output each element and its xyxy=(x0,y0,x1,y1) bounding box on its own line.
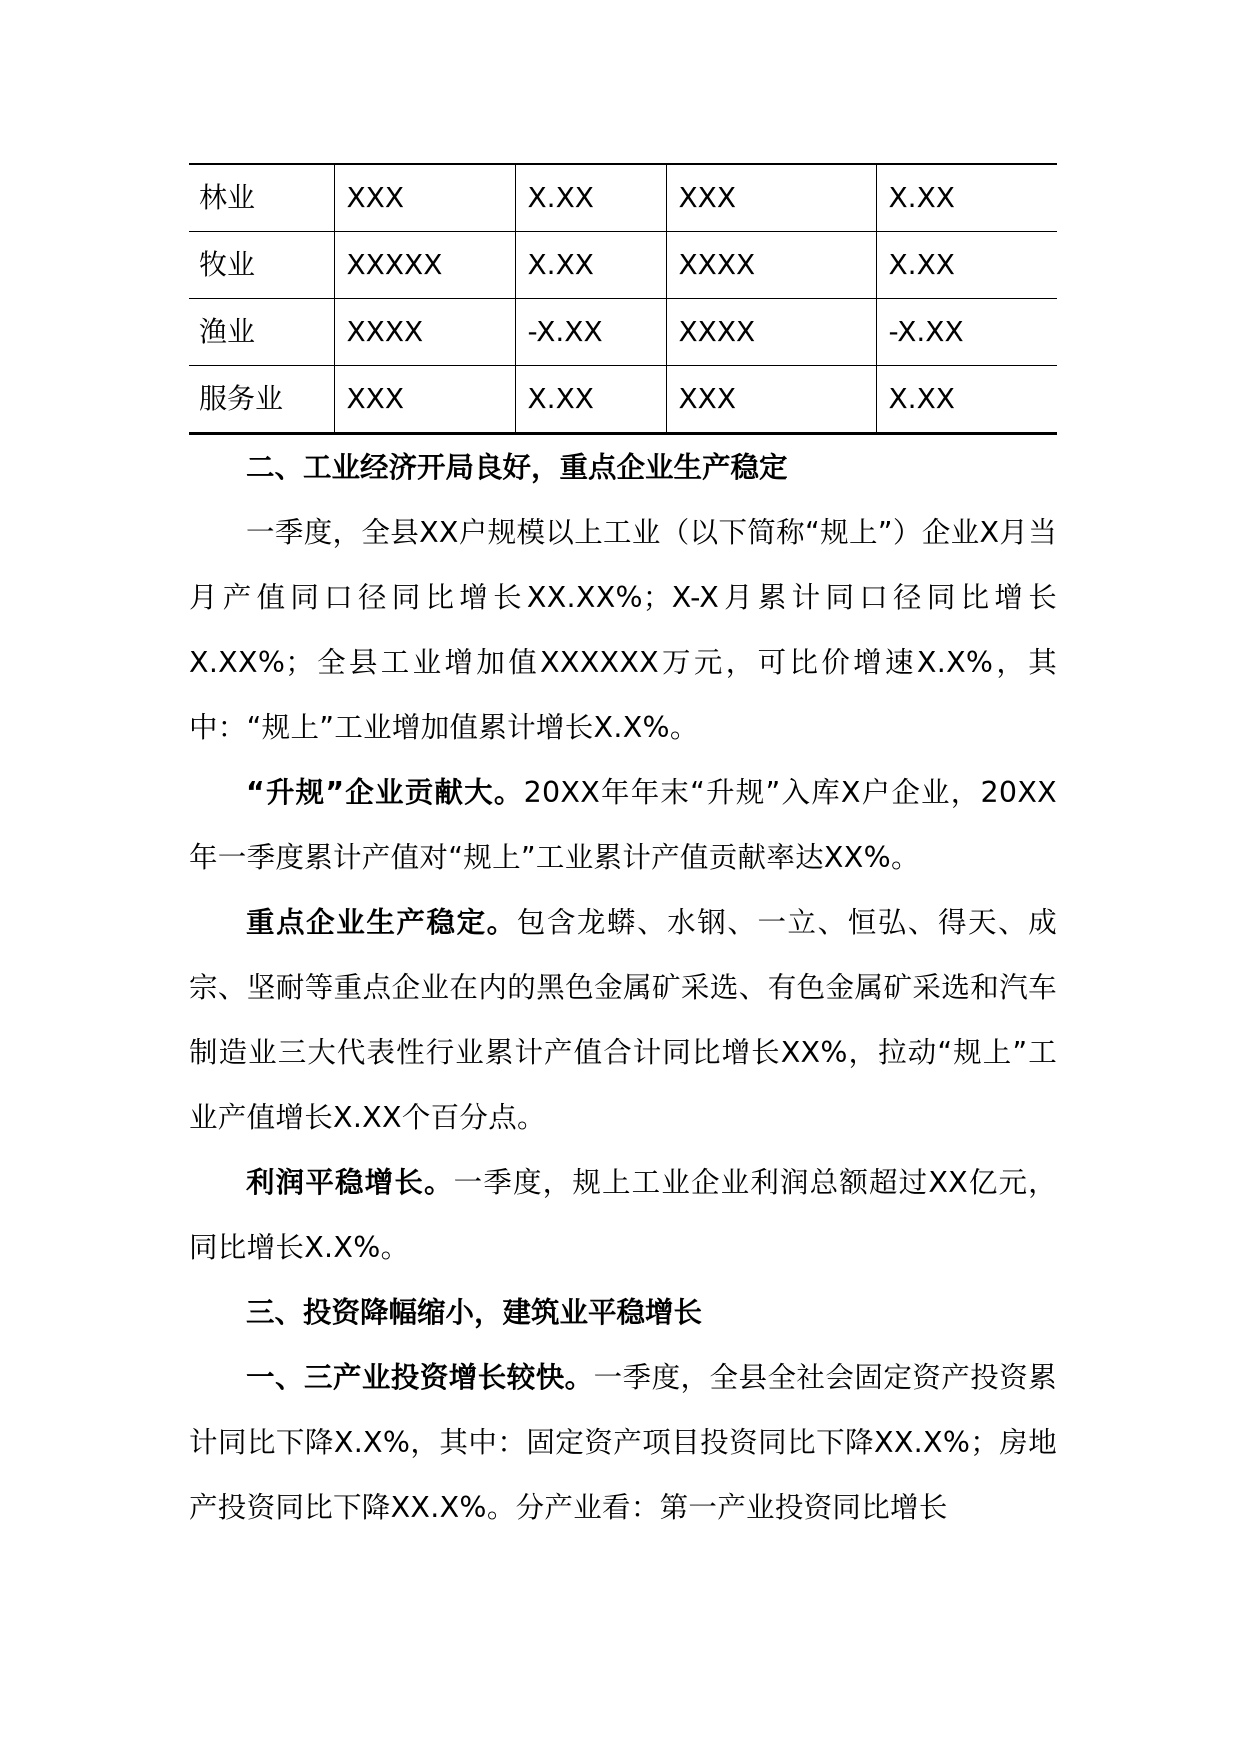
paragraph-investment xyxy=(189,1345,1057,1540)
output-value-table xyxy=(189,163,1057,435)
row-label: 服务业 xyxy=(189,366,334,434)
table-cell: XXX xyxy=(334,366,515,434)
row-label: 渔业 xyxy=(189,299,334,366)
paragraph-new-enterprises xyxy=(189,760,1057,890)
paragraph-lead: 一、三产业投资增长较快。 xyxy=(246,1361,594,1394)
table-cell: XXXX xyxy=(334,299,515,366)
table-cell: XXXX xyxy=(666,299,876,366)
table-row xyxy=(189,232,1057,299)
paragraph-lead: 重点企业生产稳定。 xyxy=(246,906,517,939)
paragraph-profit xyxy=(189,1150,1057,1280)
table-cell: X.XX xyxy=(876,232,1057,299)
paragraph-key-enterprises xyxy=(189,890,1057,1150)
paragraph-lead: “升规”企业贡献大。 xyxy=(246,776,524,809)
row-label: 林业 xyxy=(189,164,334,232)
paragraph-body: 一季度，规上工业企业利润总额超过XX亿元，同比增长X.X%。 xyxy=(189,1166,1057,1264)
table-cell: XXX xyxy=(334,164,515,232)
table-cell: XXXX xyxy=(666,232,876,299)
table-cell: XXX xyxy=(666,164,876,232)
table-cell: X.XX xyxy=(876,164,1057,232)
table-cell: X.XX xyxy=(876,366,1057,434)
table-row xyxy=(189,299,1057,366)
paragraph-body: 20XX年年末“升规”入库X户企业，20XX年一季度累计产值对“规上”工业累计产值贡献率达XX%。 xyxy=(189,776,1057,874)
table-cell: X.XX xyxy=(515,232,666,299)
row-label: 牧业 xyxy=(189,232,334,299)
table-row xyxy=(189,164,1057,232)
paragraph-body: 包含龙蟒、水钢、一立、恒弘、得天、成宗、坚耐等重点企业在内的黑色金属矿采选、有色金属矿采选和汽车制造业三大代表性行业累计产值合计同比增长XX%，拉动“规上”工业产值增长X.XX个百分点。 xyxy=(189,906,1057,1134)
table-cell: X.XX xyxy=(515,366,666,434)
paragraph-body: 一季度，全县全社会固定资产投资累计同比下降X.X%，其中：固定资产项目投资同比下降XX.X%；房地产投资同比下降XX.X%。分产业看：第一产业投资同比增长 xyxy=(189,1361,1057,1524)
table-row xyxy=(189,366,1057,434)
document-content xyxy=(189,163,1057,1540)
table-cell: -X.XX xyxy=(515,299,666,366)
section-heading-investment: 三、投资降幅缩小，建筑业平稳增长 xyxy=(246,1296,703,1329)
table-cell: XXXXX xyxy=(334,232,515,299)
table-cell: -X.XX xyxy=(876,299,1057,366)
paragraph-lead: 利润平稳增长。 xyxy=(246,1166,454,1199)
paragraph-industry-overview: 一季度，全县XX户规模以上工业（以下简称“规上”）企业X月当月产值同口径同比增长XX.XX%；X-X月累计同口径同比增长X.XX%；全县工业增加值XXXXXX万元，可比价增速X.X%，其中：“规上”工业增加值累计增长X.X%。 xyxy=(189,516,1057,744)
table-cell: X.XX xyxy=(515,164,666,232)
table-cell: XXX xyxy=(666,366,876,434)
section-heading-industry: 二、工业经济开局良好，重点企业生产稳定 xyxy=(246,451,788,484)
